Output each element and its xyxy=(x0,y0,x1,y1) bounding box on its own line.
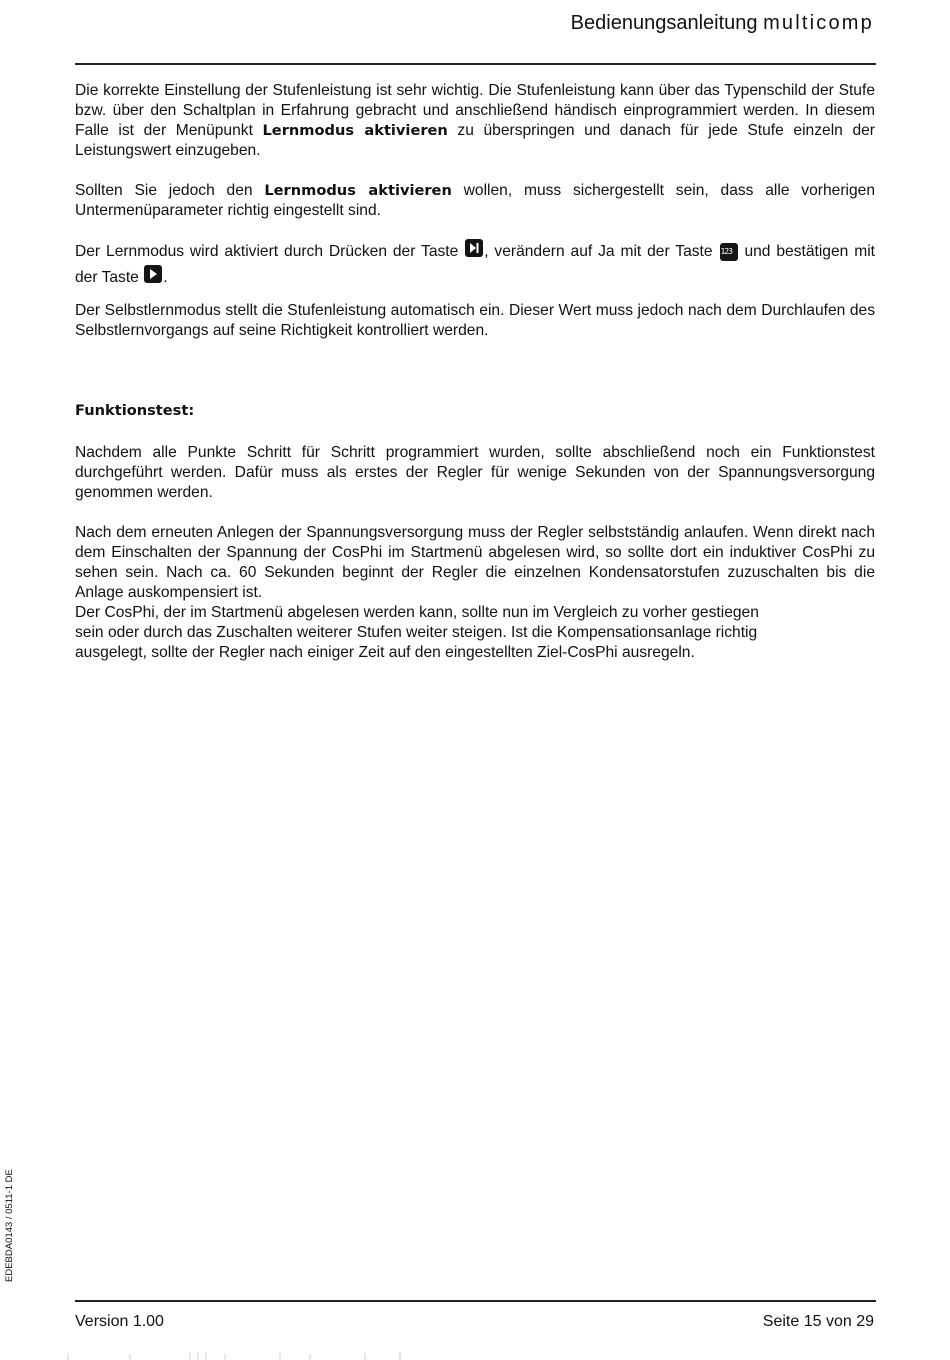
paragraph-line: sein oder durch das Zuschalten weiterer Stufen weiter steigen. Ist die Kompensationsanlage richtig xyxy=(75,624,758,641)
footer-divider xyxy=(75,1300,876,1302)
header-brand: multicomp xyxy=(763,12,874,34)
document-code: EDEBDA0143 / 0511-1 DE xyxy=(4,1169,15,1282)
paragraph-text: zu überspringen und danach für jede Stufe einzeln der Leistungswert einzugeben. xyxy=(75,122,875,159)
paragraph-key-instructions xyxy=(75,239,875,291)
page-body xyxy=(75,81,875,663)
paragraph-selbstlernmodus: Der Selbstlernmodus stellt die Stufenleistung automatisch ein. Dieser Wert muss jedoch nach dem Durchlaufen des Selbstlernvorgangs auf seine Richtigkeit kontrolliert werden. xyxy=(75,302,875,339)
paragraph-funktionstest-intro: Nachdem alle Punkte Schritt für Schritt programmiert wurden, sollte abschließend noch ein Funktionstest durchgeführt werden. Dafür muss als erstes der Regler für wenige Sekunden von der Spannungsversorgung genommen werden. xyxy=(75,444,875,501)
paragraph-text: . xyxy=(163,269,168,286)
paragraph-text: Sollten Sie jedoch den xyxy=(75,182,265,199)
document-header-title xyxy=(571,12,874,35)
paragraph-lernmodus xyxy=(75,181,875,221)
paragraph-funktionstest-anlauf: Nach dem erneuten Anlegen der Spannungsversorgung muss der Regler selbstständig anlaufen. Wenn direkt nach dem Einschalten der Spannung der CosPhi im Startmenü abgelesen wird, so sollte dort ein induktiver CosPhi zu sehen sein. Nach ca. 60 Sekunden beginnt der Regler die einzelnen Kondensatorstufen zuzuschalten bis die Anlage auskompensiert ist. xyxy=(75,524,875,601)
header-title-text: Bedienungsanleitung xyxy=(570,12,758,34)
paragraph-text: und bestätigen mit der Taste xyxy=(75,243,875,286)
paragraph-text: Die korrekte Einstellung der Stufenleistung ist sehr wichtig. Die Stufenleistung kann über das Typenschild der Stufe bzw. über den Schaltplan in Erfahrung gebracht und anschließend händisch einprogrammiert werden. In diesem Falle ist der Menüpunkt xyxy=(75,82,875,139)
menu-item-reference: Lernmodus aktivieren xyxy=(264,182,452,199)
paragraph-funktionstest-cosphi xyxy=(75,603,875,663)
numeric-key-icon: 123 xyxy=(720,243,738,261)
paragraph-text: wollen, muss sichergestellt sein, dass alle vorherigen Untermenüparameter richtig eingestellt sind. xyxy=(75,182,875,219)
footer-version: Version 1.00 xyxy=(75,1313,164,1330)
play-step-key-icon xyxy=(465,239,483,257)
scan-artifact-marks xyxy=(60,1352,420,1360)
play-key-icon xyxy=(144,265,162,283)
paragraph-stufenleistung xyxy=(75,81,875,161)
paragraph-text: Der Lernmodus wird aktiviert durch Drücken der Taste xyxy=(75,243,465,260)
paragraph-line: ausgelegt, sollte der Regler nach einiger Zeit auf den eingestellten Ziel-CosPhi ausregeln. xyxy=(75,644,695,661)
section-heading-funktionstest: Funktionstest: xyxy=(75,402,195,419)
footer-page-number: Seite 15 von 29 xyxy=(762,1313,874,1330)
paragraph-line: Der CosPhi, der im Startmenü abgelesen werden kann, sollte nun im Vergleich zu vorher gestiegen xyxy=(75,604,759,621)
menu-item-reference: Lernmodus aktivieren xyxy=(262,122,448,139)
paragraph-text: , verändern auf Ja mit der Taste xyxy=(484,243,719,260)
header-divider xyxy=(75,63,876,65)
